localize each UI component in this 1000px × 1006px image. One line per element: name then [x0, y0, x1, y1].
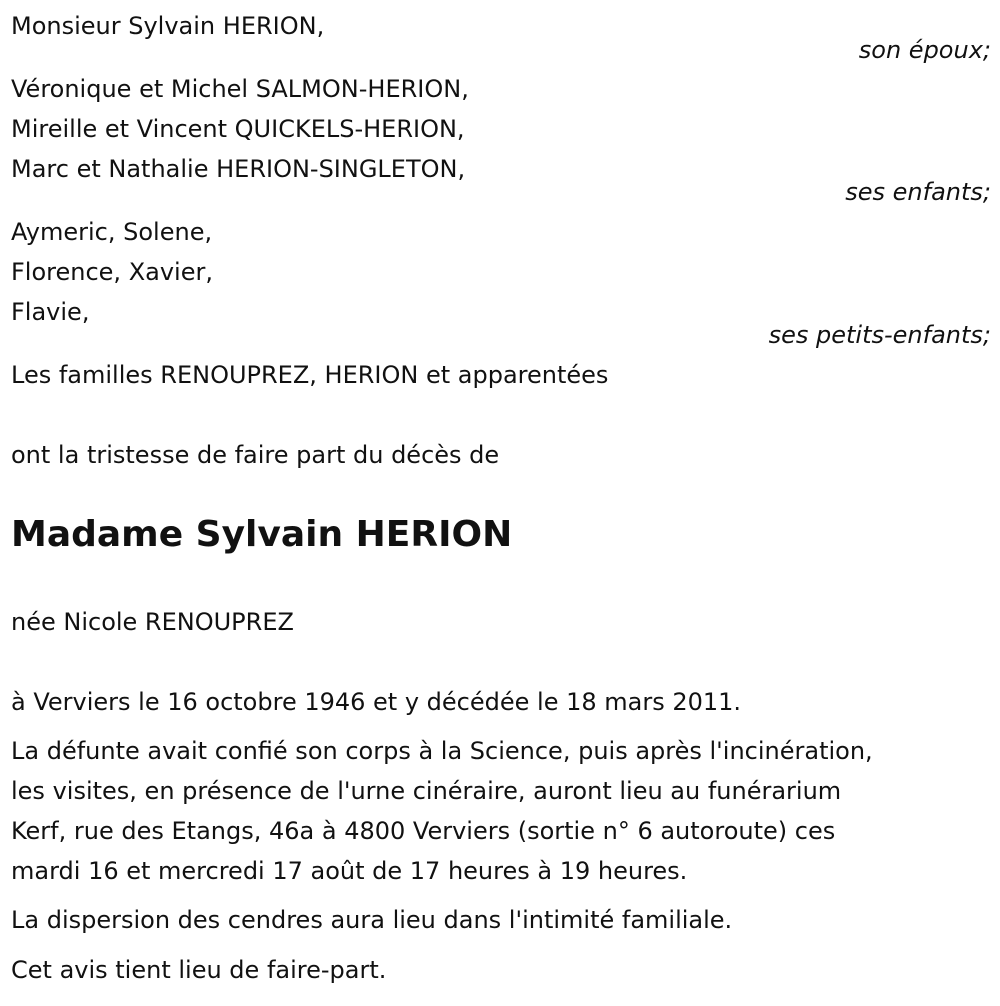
families-line: Les familles RENOUPREZ, HERION et apparentées — [11, 361, 609, 389]
closing-line: Cet avis tient lieu de faire-part. — [11, 956, 387, 984]
maiden-name: née Nicole RENOUPREZ — [11, 608, 294, 636]
child-line: Véronique et Michel SALMON-HERION, — [11, 75, 469, 103]
child-line: Marc et Nathalie HERION-SINGLETON, — [11, 155, 466, 183]
child-line: Mireille et Vincent QUICKELS-HERION, — [11, 115, 465, 143]
dispersion-line: La dispersion des cendres aura lieu dans l'intimité familiale. — [11, 906, 733, 934]
spouse-role: son époux; — [858, 36, 991, 64]
visitation-paragraph — [11, 731, 991, 891]
grandchild-line: Florence, Xavier, — [11, 258, 213, 286]
children-role: ses enfants; — [845, 178, 991, 206]
dispersion-block — [11, 900, 991, 940]
paragraph-line: les visites, en présence de l'urne cinéraire, auront lieu au funérarium — [11, 777, 842, 805]
announcement-line: ont la tristesse de faire part du décès de — [11, 441, 500, 469]
grandchild-line: Flavie, — [11, 298, 90, 326]
paragraph-line: La défunte avait confié son corps à la Science, puis après l'incinération, — [11, 737, 873, 765]
grandchildren-block — [11, 212, 991, 332]
spouse-line: Monsieur Sylvain HERION, — [11, 12, 325, 40]
announcement-block — [11, 435, 991, 475]
birth-death-line: à Verviers le 16 octobre 1946 et y décédée le 18 mars 2011. — [11, 688, 742, 716]
paragraph-line: mardi 16 et mercredi 17 août de 17 heures à 19 heures. — [11, 857, 688, 885]
birth-death-block — [11, 682, 991, 722]
spouse-block — [11, 6, 991, 46]
deceased-name: Madame Sylvain HERION — [11, 514, 513, 555]
maiden-name-block — [11, 602, 991, 642]
grandchildren-role: ses petits-enfants; — [768, 321, 991, 349]
families-block — [11, 355, 991, 395]
paragraph-line: Kerf, rue des Etangs, 46a à 4800 Verviers (sortie n° 6 autoroute) ces — [11, 817, 836, 845]
children-block — [11, 69, 991, 189]
grandchild-line: Aymeric, Solene, — [11, 218, 213, 246]
closing-block — [11, 950, 991, 990]
